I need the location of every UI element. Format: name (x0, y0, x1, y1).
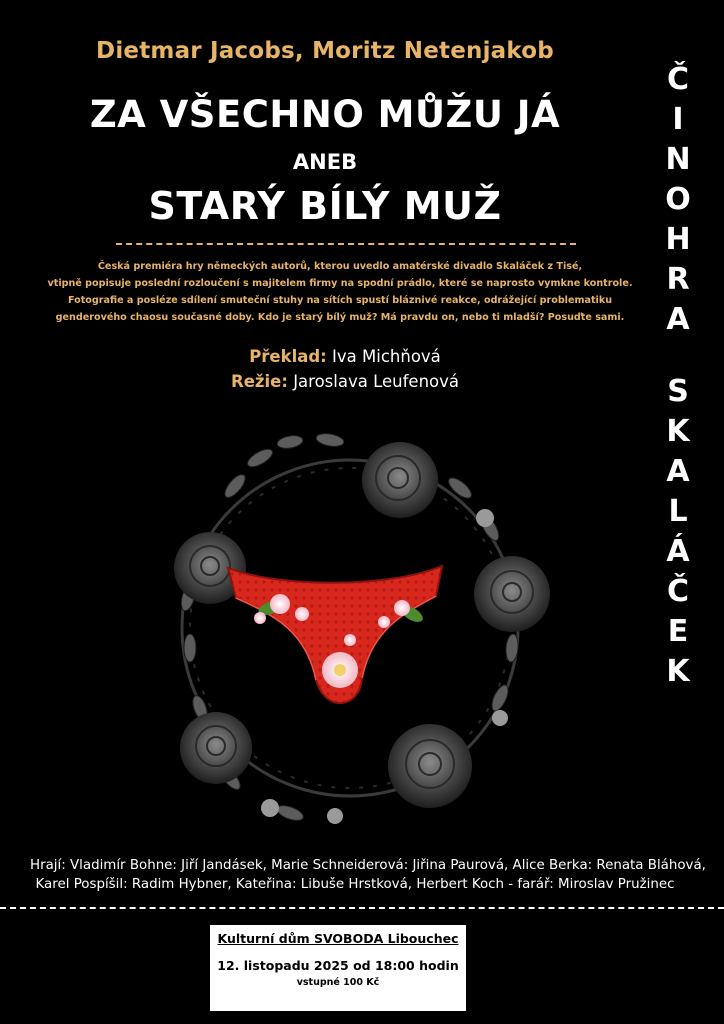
cast-list (30, 856, 706, 894)
event-info-box (210, 925, 466, 1011)
vertical-letter: K (666, 654, 690, 689)
vertical-letter: A (666, 302, 690, 337)
title-line-3: STARÝ BÍLÝ MUŽ (148, 184, 502, 228)
venue: Kulturní dům SVOBODA Libouchec (217, 931, 459, 946)
vertical-letter: Á (666, 534, 690, 569)
vertical-letter: R (666, 262, 690, 297)
translation-label: Překlad: (249, 347, 327, 366)
vertical-letter: Č (666, 574, 690, 609)
small-gray-blossoms (261, 509, 508, 824)
vertical-gap (648, 340, 708, 372)
title-line-2: ANEB (292, 150, 358, 174)
description-line: Česká premiéra hry německých autorů, kterou uvedlo amatérské divadlo Skaláček z Tisé, (97, 261, 583, 272)
cast-line: Hrají: Vladimír Bohne: Jiří Jandásek, Marie Schneiderová: Jiřina Paurová, Alice Berka: Renata Bláhová, (30, 858, 706, 873)
event-date: 12. listopadu 2025 od 18:00 hodin (217, 958, 459, 973)
translation-value: Iva Michňová (332, 347, 441, 366)
vertical-letter: S (667, 374, 689, 409)
vertical-letter: E (667, 614, 689, 649)
direction-credit (40, 372, 650, 391)
translation-credit (40, 347, 650, 366)
description-line: Fotografie a posléze sdílení smuteční stuhy na sítích spustí bláznivé reakce, odrážející problematiku (67, 295, 613, 306)
vertical-letter: Č (666, 62, 690, 97)
direction-value: Jaroslava Leufenová (293, 372, 459, 391)
vertical-ensemble-name (648, 60, 708, 692)
vertical-letter: O (665, 182, 691, 217)
divider-top (116, 243, 576, 245)
vertical-letter: A (666, 454, 690, 489)
ticket-price: vstupné 100 Kč (296, 977, 380, 988)
authors: Dietmar Jacobs, Moritz Netenjakob (96, 38, 554, 64)
cast-line: Karel Pospíšil: Radim Hybner, Kateřina: Libuše Hrstková, Herbert Koch - farář: Miroslav Pružinec (35, 877, 675, 892)
vertical-letter: N (665, 142, 691, 177)
rose-wreath-artwork (140, 418, 560, 838)
vertical-letter: K (666, 414, 690, 449)
description-line: vtipně popisuje poslední rozloučení s majitelem firmy na spodní prádlo, které se naprosto vymkne kontrole. (47, 278, 633, 289)
description-line: genderového chaosu současné doby. Kdo je starý bílý muž? Má pravdu on, nebo ti mladší? Posuďte sami. (55, 312, 625, 323)
vertical-letter: L (668, 494, 688, 529)
direction-label: Režie: (230, 372, 288, 391)
description (40, 258, 640, 326)
vertical-letter: H (665, 222, 691, 257)
divider-bottom (0, 907, 724, 909)
title-line-1: ZA VŠECHNO MŮŽU JÁ (89, 93, 561, 136)
vertical-letter: I (672, 102, 684, 137)
